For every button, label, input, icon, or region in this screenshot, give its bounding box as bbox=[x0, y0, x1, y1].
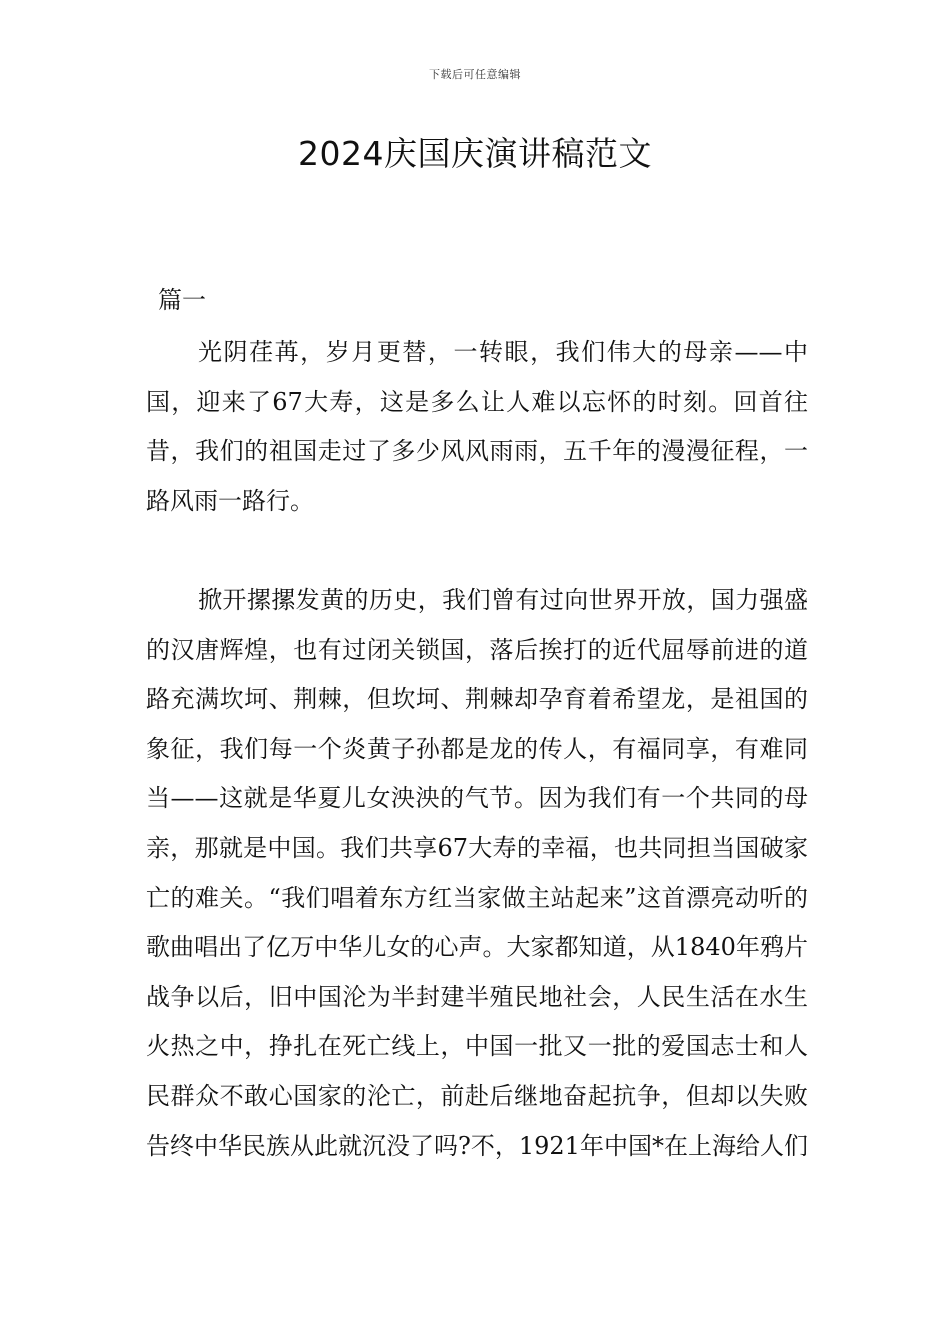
header-note: 下载后可任意编辑 bbox=[429, 68, 521, 81]
paragraph-2: 掀开摞摞发黄的历史，我们曾有过向世界开放，国力强盛的汉唐辉煌，也有过闭关锁国，落后挨打的近代屈辱前进的道路充满坎坷、荆棘，但坎坷、荆棘却孕育着希望龙，是祖国的象征，我们每一个炎黄子孙都是龙的传人，有福同享，有难同当——这就是华夏儿女泱泱的气节。因为我们有一个共同的母亲，那就是中国。我们共享67大寿的幸福，也共同担当国破家亡的难关。“我们唱着东方红当家做主站起来”这首漂亮动听的歌曲唱出了亿万中华儿女的心声。大家都知道，从1840年鸦片战争以后，旧中国沦为半封建半殖民地社会，人民生活在水生火热之中，挣扎在死亡线上，中国一批又一批的爱国志士和人民群众不敢心国家的沦亡，前赴后继地奋起抗争，但却以失败告终中华民族从此就沉没了吗?不，1921年中国*在上海给人们 bbox=[146, 586, 808, 1160]
document-title: 2024庆国庆演讲稿范文 bbox=[298, 134, 652, 173]
section-label: 篇一 bbox=[158, 286, 206, 314]
paragraph-1: 光阴荏苒，岁月更替，一转眼，我们伟大的母亲——中国，迎来了67大寿，这是多么让人难以忘怀的时刻。回首往昔，我们的祖国走过了多少风风雨雨，五千年的漫漫征程，一路风雨一路行。 bbox=[146, 338, 808, 515]
